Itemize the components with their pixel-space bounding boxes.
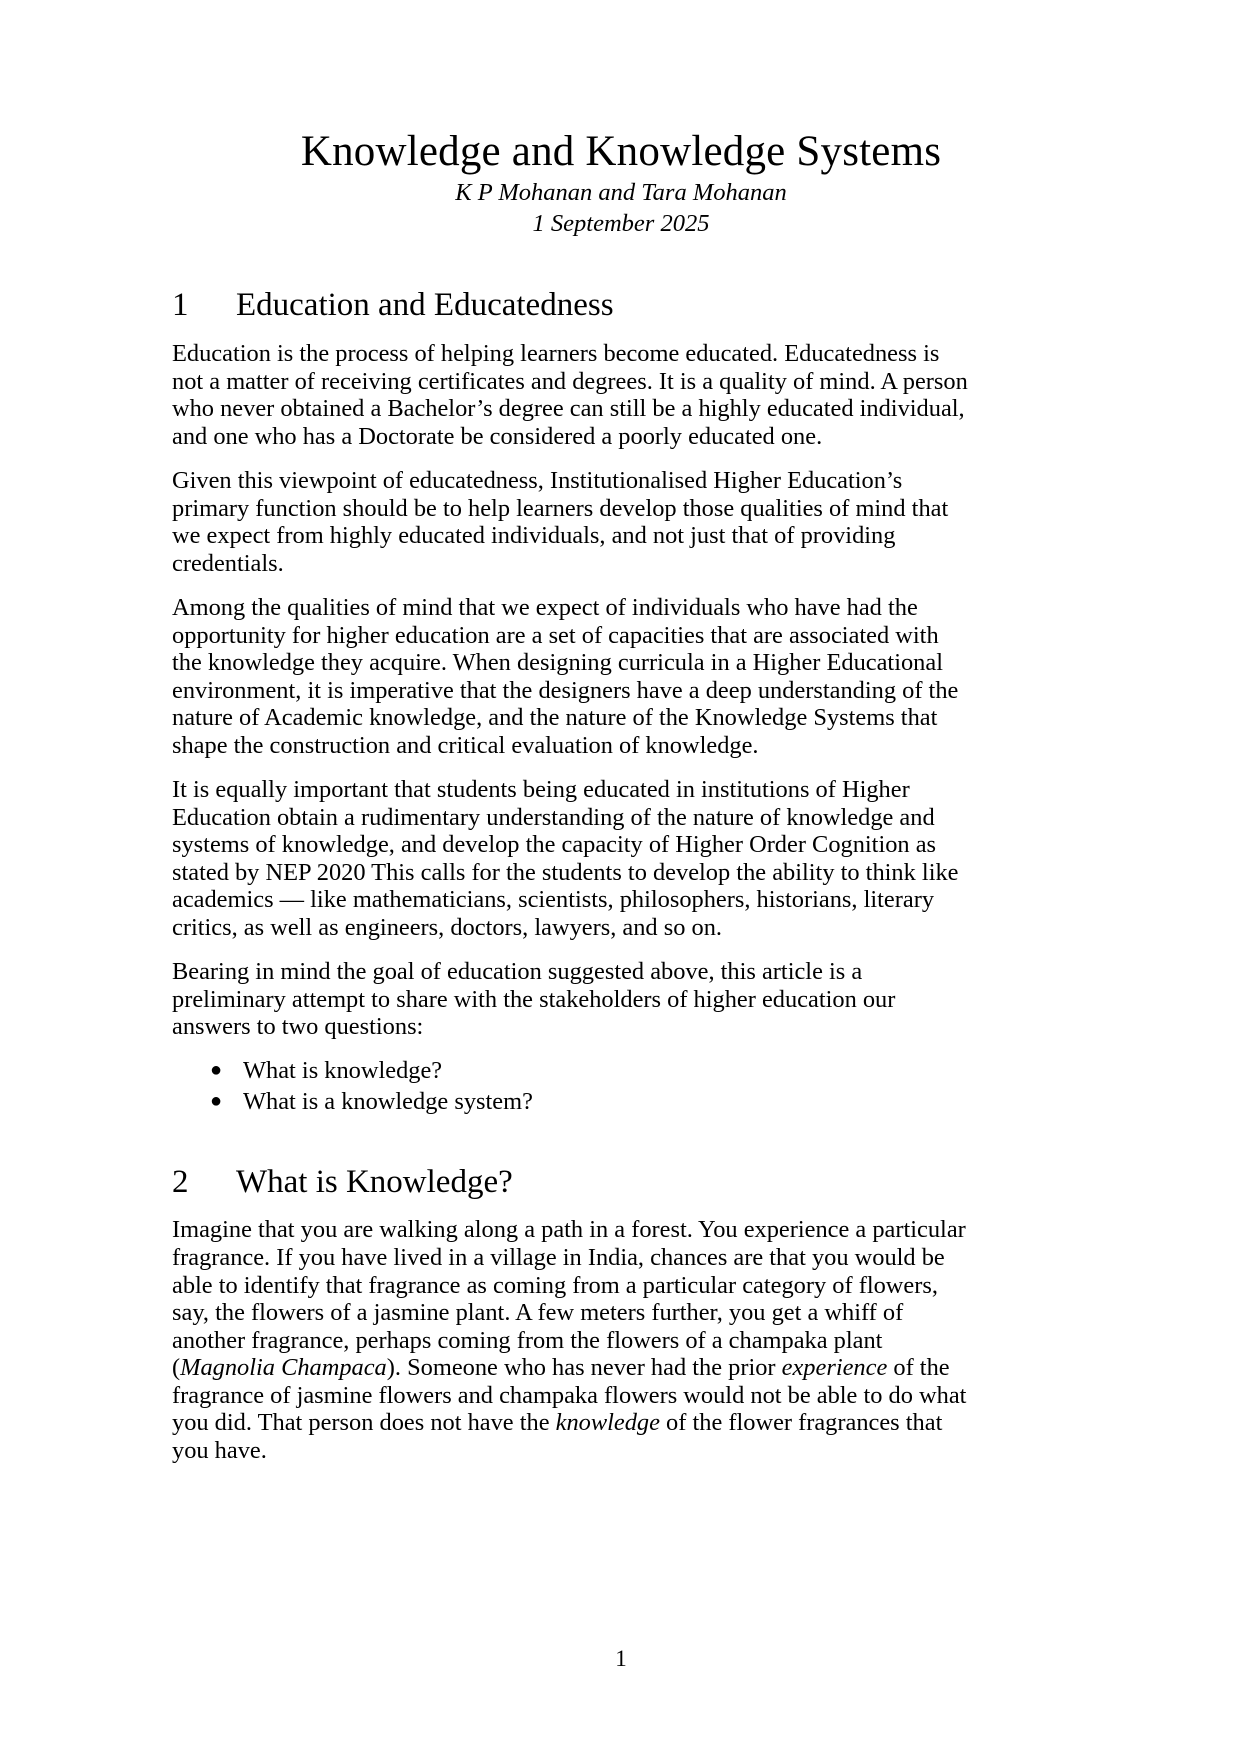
section-number-1: 1 [172, 287, 189, 324]
page-title: Knowledge and Knowledge Systems [300, 128, 942, 175]
bullet-icon: ● [210, 1058, 223, 1081]
paragraph: Among the qualities of mind that we expect of individuals who have had the opportunity for higher education are a set of capacities that are associated with the knowledge they acquire. When designing curricula in a Higher Educational environment, it is imperative that the designers have a deep understanding of the nature of Academic knowledge, and the nature of the Knowledge Systems that shape the construction and critical evaluation of knowledge. [172, 594, 959, 759]
paragraph-text: ). Someone who has never had the prior [386, 1354, 782, 1382]
section-number-2: 2 [172, 1163, 189, 1200]
list-item [208, 1057, 1070, 1085]
section-heading-2 [172, 1163, 1070, 1203]
section-title-2: What is Knowledge? [236, 1163, 513, 1200]
question-bullet-list [172, 1057, 1070, 1116]
document-authors: K P Mohanan and Tara Mohanan [455, 179, 787, 207]
list-item-label: What is a knowledge system? [243, 1088, 533, 1116]
list-item-label: What is knowledge? [243, 1056, 443, 1084]
paragraph: It is equally important that students being educated in institutions of Higher Education obtain a rudimentary understanding of the nature of knowledge and systems of knowledge, and develop the capacity of Higher Order Cognition as stated by NEP 2020 This calls for the students to develop the ability to think like academics — like mathematicians, scientists, philosophers, historians, literary critics, as well as engineers, doctors, lawyers, and so on. [172, 776, 959, 941]
paragraph: Education is the process of helping learners become educated. Educatedness is not a matter of receiving certificates and degrees. It is a quality of mind. A person who never obtained a Bachelor’s degree can still be a highly educated individual, and one who has a Doctorate be considered a poorly educated one. [172, 340, 968, 450]
section-heading-1 [172, 286, 1070, 326]
document-date: 1 September 2025 [532, 209, 710, 237]
paragraph: Bearing in mind the goal of education suggested above, this article is a preliminary attempt to share with the stakeholders of higher education our answers to two questions: [172, 958, 896, 1041]
paragraph-text: of the fragrance of jasmine flowers and champaka flowers would not be able to do what you did. That person does not have the [172, 1354, 967, 1437]
paragraph-text: Imagine that you are walking along a path in a forest. You experience a particular fragrance. If you have lived in a village in India, chances are that you would be able to identify that fragrance as coming from a particular category of flowers, say, the flowers of a jasmine plant. A few meters further, you get a whiff of another fragrance, perhaps coming from the flowers of a champaka plant ( [172, 1216, 966, 1382]
paragraph: Given this viewpoint of educatedness, Institutionalised Higher Education’s primary function should be to help learners develop those qualities of mind that we expect from highly educated individuals, and not just that of providing credentials. [172, 467, 949, 577]
paragraph [172, 1216, 972, 1464]
section-title-1: Education and Educatedness [236, 287, 614, 324]
emphasis-experience: experience [781, 1354, 888, 1382]
paragraph-text: of the flower fragrances that you have. [172, 1409, 943, 1464]
page-number: 1 [615, 1646, 627, 1671]
emphasis-knowledge: knowledge [555, 1409, 660, 1437]
list-item [208, 1088, 1070, 1116]
species-name-italic: Magnolia Champaca [180, 1354, 387, 1382]
bullet-icon: ● [210, 1090, 223, 1113]
